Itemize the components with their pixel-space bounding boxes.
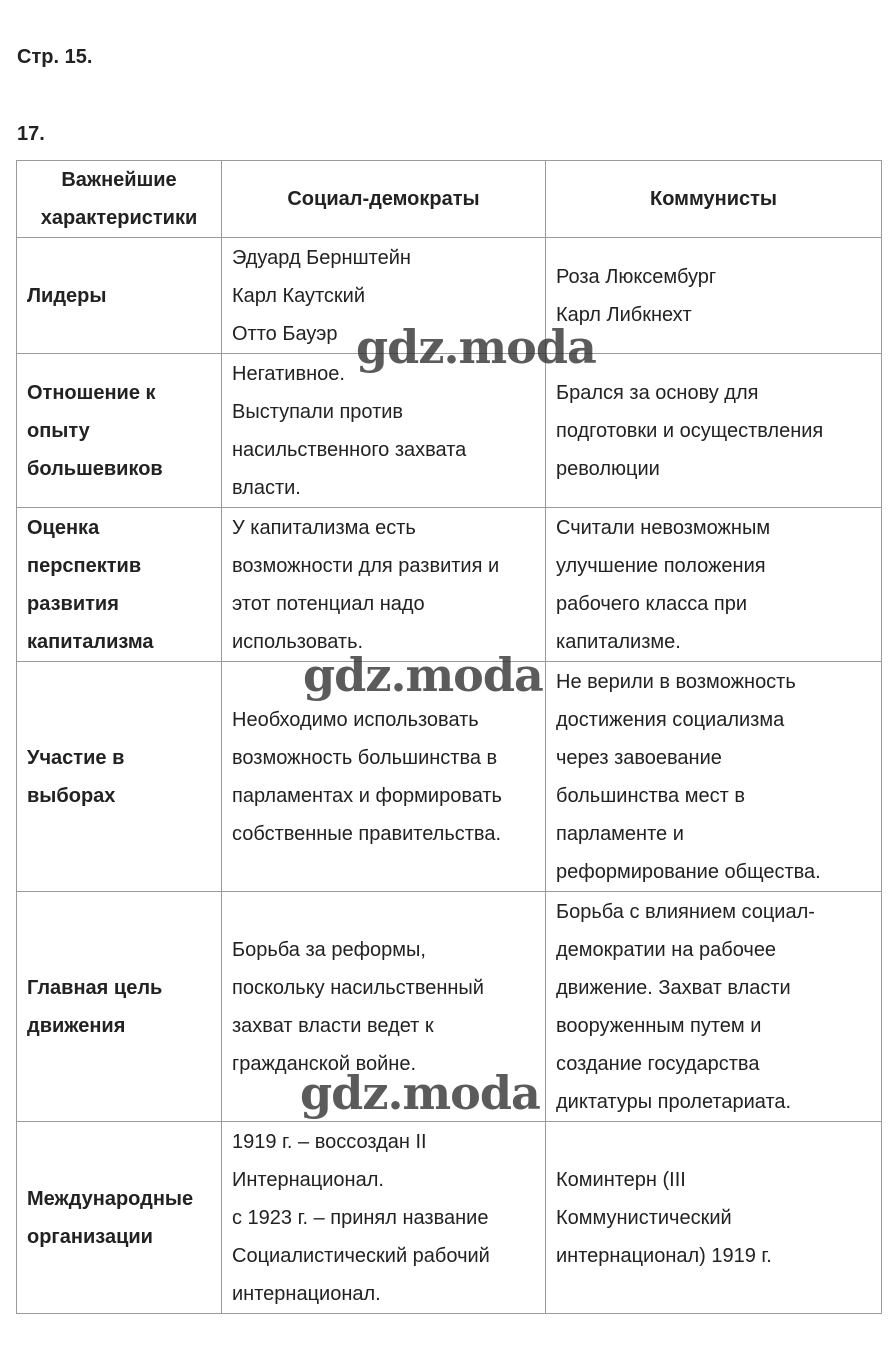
social-democrats-cell bbox=[222, 1122, 546, 1314]
communists-cell bbox=[546, 508, 882, 662]
cell-line: диктатуры пролетариата. bbox=[556, 1090, 792, 1113]
cell-line: реформирование общества. bbox=[556, 860, 821, 883]
cell-line: возможность большинства в bbox=[232, 746, 498, 769]
task-number: 17. bbox=[17, 123, 45, 145]
cell-line: Коминтерн (III bbox=[556, 1168, 686, 1191]
cell-line: власти. bbox=[232, 476, 301, 499]
social-democrats-cell bbox=[222, 508, 546, 662]
cell-line: улучшение положения bbox=[556, 554, 766, 577]
communists-cell bbox=[546, 892, 882, 1122]
cell-line: вооруженным путем и bbox=[556, 1014, 762, 1037]
cell-line: Интернационал. bbox=[232, 1168, 384, 1191]
social-democrats-cell bbox=[222, 238, 546, 354]
cell-line: парламенте и bbox=[556, 822, 684, 845]
table-row bbox=[17, 508, 882, 662]
cell-line: достижения социализма bbox=[556, 708, 785, 731]
cell-line: с 1923 г. – принял название bbox=[232, 1206, 489, 1229]
row-label: Главная цель движения bbox=[17, 892, 222, 1122]
cell-line: Отто Бауэр bbox=[232, 322, 338, 345]
social-democrats-cell bbox=[222, 892, 546, 1122]
cell-line: интернационал) 1919 г. bbox=[556, 1244, 772, 1267]
cell-line: Брался за основу для bbox=[556, 381, 759, 404]
row-label: Оценка перспектив развития капитализма bbox=[17, 508, 222, 662]
row-label: Отношение к опыту большевиков bbox=[17, 354, 222, 508]
cell-line: этот потенциал надо bbox=[232, 592, 425, 615]
cell-line: Эдуард Бернштейн bbox=[232, 246, 411, 269]
cell-line: Выступали против bbox=[232, 400, 404, 423]
cell-line: Коммунистический bbox=[556, 1206, 732, 1229]
cell-line: демократии на рабочее bbox=[556, 938, 777, 961]
cell-line: революции bbox=[556, 457, 660, 480]
communists-cell bbox=[546, 662, 882, 892]
cell-line: Негативное. bbox=[232, 362, 345, 385]
social-democrats-cell bbox=[222, 354, 546, 508]
cell-line: парламентах и формировать bbox=[232, 784, 502, 807]
watermark: gdz.moda bbox=[300, 1066, 540, 1120]
cell-line: У капитализма есть bbox=[232, 516, 416, 539]
row-label: Участие в выборах bbox=[17, 662, 222, 892]
cell-line: Не верили в возможность bbox=[556, 670, 796, 693]
watermark: gdz.moda bbox=[356, 320, 596, 374]
cell-line: Карл Каутский bbox=[232, 284, 366, 307]
column-header-characteristics bbox=[17, 161, 222, 238]
communists-cell bbox=[546, 238, 882, 354]
cell-line: Роза Люксембург bbox=[556, 265, 717, 288]
cell-line: гражданской войне. bbox=[232, 1052, 417, 1075]
cell-line: создание государства bbox=[556, 1052, 760, 1075]
page-header: Стр. 15. bbox=[17, 46, 93, 68]
table-row bbox=[17, 892, 882, 1122]
comparison-table bbox=[16, 160, 882, 1314]
cell-line: большинства мест в bbox=[556, 784, 745, 807]
cell-line: Карл Либкнехт bbox=[556, 303, 692, 326]
table-row bbox=[17, 1122, 882, 1314]
cell-line: захват власти ведет к bbox=[232, 1014, 434, 1037]
cell-line: рабочего класса при bbox=[556, 592, 748, 615]
cell-line: 1919 г. – воссоздан II bbox=[232, 1130, 427, 1153]
cell-line: Необходимо использовать bbox=[232, 708, 479, 731]
cell-line: Борьба за реформы, bbox=[232, 938, 426, 961]
cell-line: через завоевание bbox=[556, 746, 722, 769]
cell-line: Борьба с влиянием социал- bbox=[556, 900, 815, 923]
row-label: Международные организации bbox=[17, 1122, 222, 1314]
communists-cell bbox=[546, 1122, 882, 1314]
communists-cell bbox=[546, 354, 882, 508]
cell-line: собственные правительства. bbox=[232, 822, 502, 845]
cell-line: движение. Захват власти bbox=[556, 976, 791, 999]
cell-line: Считали невозможным bbox=[556, 516, 771, 539]
column-header-social-democrats: Социал-демократы bbox=[222, 161, 546, 238]
table-row bbox=[17, 662, 882, 892]
social-democrats-cell bbox=[222, 662, 546, 892]
cell-line: возможности для развития и bbox=[232, 554, 500, 577]
watermark: gdz.moda bbox=[303, 648, 543, 702]
column-header-characteristics-text: Важнейшие характеристики bbox=[40, 169, 198, 229]
cell-line: Социалистический рабочий bbox=[232, 1244, 490, 1267]
cell-line: использовать. bbox=[232, 630, 364, 653]
table-row bbox=[17, 238, 882, 354]
table-row bbox=[17, 354, 882, 508]
cell-line: капитализме. bbox=[556, 630, 681, 653]
cell-line: интернационал. bbox=[232, 1282, 381, 1305]
cell-line: поскольку насильственный bbox=[232, 976, 484, 999]
cell-line: подготовки и осуществления bbox=[556, 419, 824, 442]
cell-line: насильственного захвата bbox=[232, 438, 467, 461]
column-header-communists: Коммунисты bbox=[546, 161, 882, 238]
row-label: Лидеры bbox=[17, 238, 222, 354]
table-header-row bbox=[17, 161, 882, 238]
